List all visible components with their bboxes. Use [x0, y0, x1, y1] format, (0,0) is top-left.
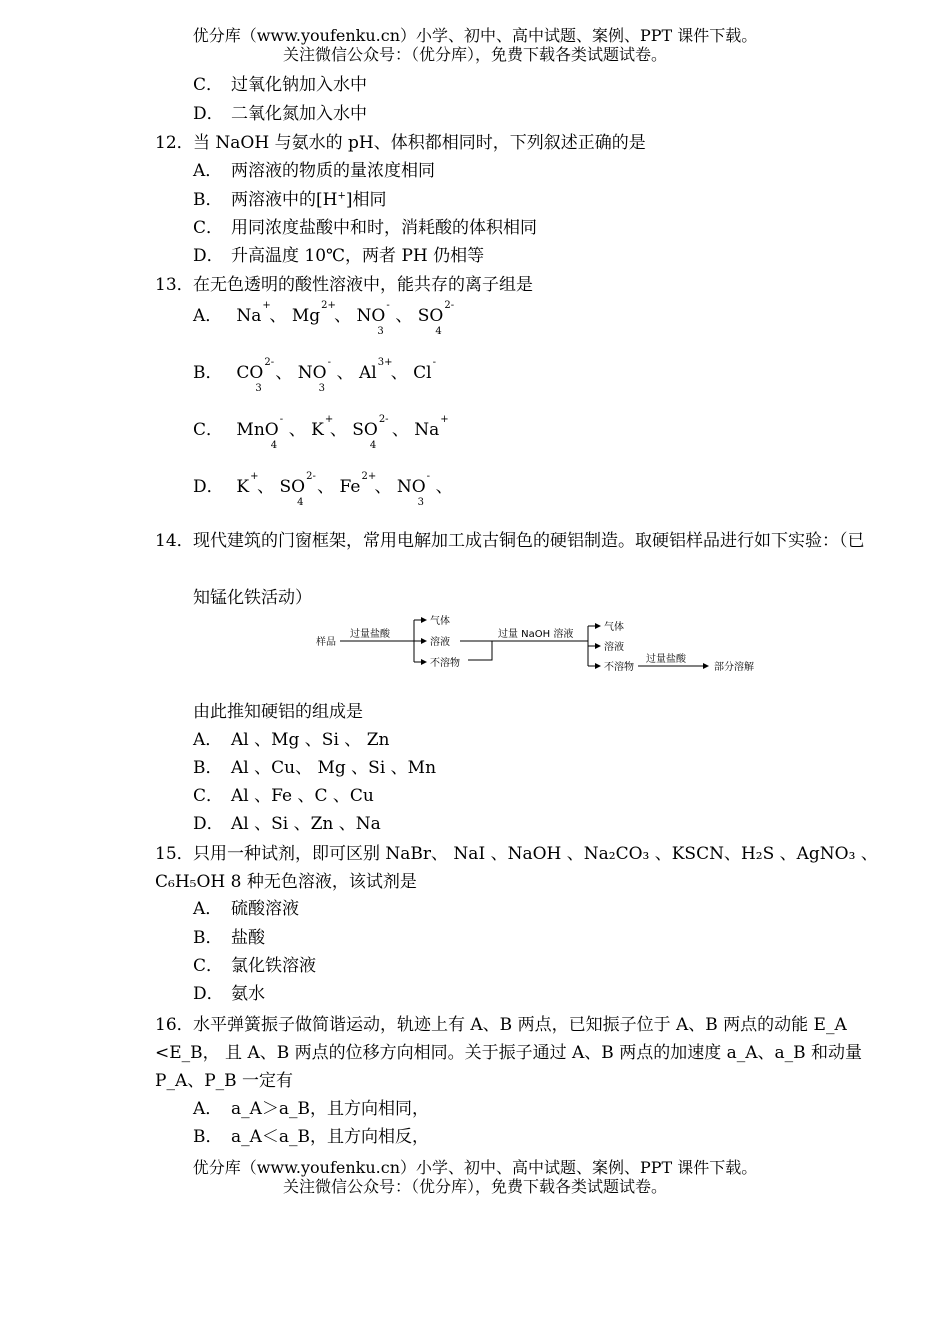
ion: NO - 3: [297, 357, 331, 394]
flow-out2-gas: 气体: [604, 622, 624, 633]
q13-option-a: A． Na + 、 Mg 2+ 、 NO - 3 、 SO 2- 4: [193, 300, 455, 337]
q15-stem: 15．只用一种试剂，即可区别 NaBr、 NaI 、NaOH 、Na₂CO₃ 、KSCN、H₂S 、AgNO₃ 、C₆H₅OH 8 种无色溶液，该试剂是: [155, 844, 878, 892]
q14-option-d: D． Al 、Si 、Zn 、Na: [193, 814, 381, 834]
ion: Na +: [414, 414, 449, 440]
flow-step3: 过量盐酸: [646, 654, 686, 665]
flow-out2-insoluble: 不溶物: [604, 662, 634, 673]
q13-option-b: B． CO 2- 3 、 NO - 3 、 Al 3+ 、 Cl -: [193, 357, 436, 394]
q15-option-c: C． 氯化铁溶液: [193, 956, 316, 976]
ion: SO 2- 4: [279, 471, 316, 508]
header-line-2: 关注微信公众号：（优分库），免费下载各类试题试卷。: [282, 45, 667, 64]
q15-option-b: B． 盐酸: [193, 928, 265, 948]
ion: Fe 2+: [339, 471, 377, 497]
flow-step2: 过量 NaOH 溶液: [498, 629, 574, 640]
q12-option-d: D． 升高温度 10℃，两者 PH 仍相等: [193, 246, 485, 266]
ion: Al 3+: [358, 357, 393, 383]
flow-out2-solution: 溶液: [604, 642, 624, 653]
ion: Na +: [236, 300, 271, 326]
q15-option-a: A． 硫酸溶液: [193, 899, 299, 919]
footer-line-2: 关注微信公众号：（优分库），免费下载各类试题试卷。: [282, 1177, 667, 1196]
ion: Mg 2+: [291, 300, 336, 326]
flow-diagram: [310, 608, 780, 693]
ion: MnO - 4: [236, 414, 284, 451]
ion: CO 2- 3: [236, 357, 275, 394]
q11-option-d: D． 二氧化氮加入水中: [193, 104, 367, 124]
q12-option-b: B． 两溶液中的[H+]相同: [193, 190, 387, 210]
q12-stem: 12．当 NaOH 与氨水的 pH、体积都相同时，下列叙述正确的是: [155, 133, 646, 153]
ion: K +: [311, 414, 334, 440]
q12-option-a: A． 两溶液的物质的量浓度相同: [193, 161, 435, 181]
page-footer: [0, 1158, 950, 1196]
flow-out1-solution: 溶液: [430, 637, 450, 648]
q16-option-a: A． a_A＞a_B，且方向相同，: [193, 1099, 430, 1119]
q16-stem: 16．水平弹簧振子做简谐运动，轨迹上有 A、B 两点，已知振子位于 A、B 两点的动能 E_A <E_B， 且 A、B 两点的位移方向相同。关于振子通过 A、B 两点的加速度 a_A、a_B 和动量 P_A、P_B 一定有: [155, 1015, 863, 1091]
q14-option-c: C． Al 、Fe 、C 、Cu: [193, 786, 374, 806]
ion: K +: [236, 471, 259, 497]
flow-sample: 样品: [316, 637, 336, 648]
q12-option-c: C． 用同浓度盐酸中和时，消耗酸的体积相同: [193, 218, 537, 238]
page-header: [0, 26, 950, 64]
q13-option-d: D． K + 、 SO 2- 4 、 Fe 2+ 、 NO - 3 、: [193, 471, 453, 508]
q14-stem: 14．现代建筑的门窗框架，常用电解加工成古铜色的硬铝制造。取硬铝样品进行如下实验：（已: [155, 531, 865, 551]
q13-stem: 13．在无色透明的酸性溶液中，能共存的离子组是: [155, 275, 533, 295]
ion: SO 2- 4: [352, 414, 389, 451]
q14-option-b: B． Al 、Cu、 Mg 、Si 、Mn: [193, 758, 437, 778]
ion: NO - 3: [356, 300, 390, 337]
q14-stem-continued: 知锰化铁活动）: [193, 588, 312, 608]
ion: Cl -: [413, 357, 436, 383]
flow-result: 部分溶解: [714, 662, 754, 673]
flow-step1: 过量盐酸: [350, 629, 390, 640]
header-line-1: 优分库（www.youfenku.cn）小学、初中、高中试题、案例、PPT 课件下载。: [192, 26, 758, 45]
ion: SO 2- 4: [417, 300, 455, 337]
flow-out1-insoluble: 不溶物: [430, 658, 460, 669]
footer-line-1: 优分库（www.youfenku.cn）小学、初中、高中试题、案例、PPT 课件下载。: [192, 1158, 758, 1177]
flow-out1-gas: 气体: [430, 616, 450, 627]
ion: NO - 3: [396, 471, 431, 508]
q11-option-c: C． 过氧化钠加入水中: [193, 75, 367, 95]
q14-option-a: A． Al 、Mg 、Si 、 Zn: [193, 730, 390, 750]
q13-option-c: C． MnO - 4 、 K + 、 SO 2- 4 、 Na +: [193, 414, 449, 451]
q14-ask: 由此推知硬铝的组成是: [193, 702, 363, 722]
q15-option-d: D． 氨水: [193, 984, 265, 1004]
q16-option-b: B． a_A＜a_B，且方向相反，: [193, 1127, 430, 1147]
